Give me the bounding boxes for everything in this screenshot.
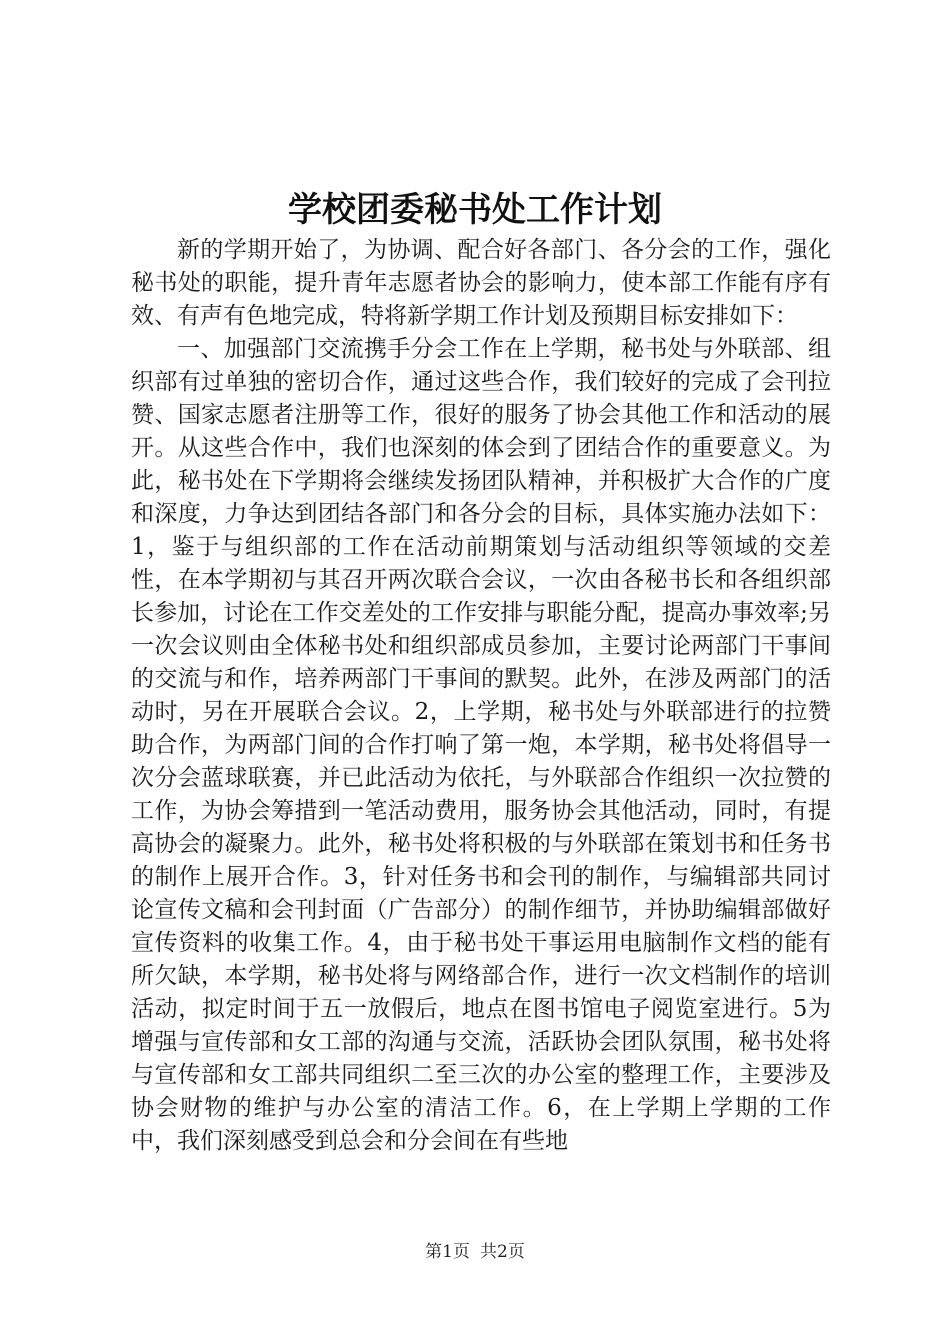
paragraph-intro: 新的学期开始了，为协调、配合好各部门、各分会的工作，强化秘书处的职能，提升青年志愿者协会的影响力，使本部工作能有序有效、有声有色地完成，特将新学期工作计划及预期目标安排如下： [131, 237, 831, 329]
document-title: 学校团委秘书处工作计划 [288, 190, 662, 230]
page-footer [0, 1240, 950, 1264]
document-body [131, 234, 831, 1158]
paragraph-section-one: 一、加强部门交流携手分会工作在上学期，秘书处与外联部、组织部有过单独的密切合作，通过这些合作，我们较好的完成了会刊拉赞、国家志愿者注册等工作，很好的服务了协会其他工作和活动的展开。从这些合作中，我们也深刻的体会到了团结合作的重要意义。为此，秘书处在下学期将会继续发扬团队精神，并积极扩大合作的广度和深度，力争达到团结各部门和各分会的目标，具体实施办法如下：1，鉴于与组织部的工作在活动前期策划与活动组织等领域的交差性，在本学期初与其召开两次联合会议，一次由各秘书长和各组织部长参加，讨论在工作交差处的工作安排与职能分配，提高办事效率;另一次会议则由全体秘书处和组织部成员参加，主要讨论两部门干事间的交流与和作，培养两部门干事间的默契。此外，在涉及两部门的活动时，另在开展联合会议。2，上学期，秘书处与外联部进行的拉赞助合作，为两部门间的合作打响了第一炮，本学期，秘书处将倡导一次分会蓝球联赛，并已此活动为依托，与外联部合作组织一次拉赞的工作，为协会筹措到一笔活动费用，服务协会其他活动，同时，有提高协会的凝聚力。此外，秘书处将积极的与外联部在策划书和任务书的制作上展开合作。3，针对任务书和会刊的制作，与编辑部共同讨论宣传文稿和会刊封面（广告部分）的制作细节，并协助编辑部做好宣传资料的收集工作。4，由于秘书处干事运用电脑制作文档的能有所欠缺，本学期，秘书处将与网络部合作，进行一次文档制作的培训活动，拟定时间于五一放假后，地点在图书馆电子阅览室进行。5为增强与宣传部和女工部的沟通与交流，活跃协会团队氛围，秘书处将与宣传部和女工部共同组织二至三次的办公室的整理工作，主要涉及协会财物的维护与办公室的清洁工作。6，在上学期上学期的工作中，我们深刻感受到总会和分会间在有些地 [131, 336, 831, 1154]
page-number: 第1页 [425, 1242, 470, 1262]
page-total: 共2页 [480, 1242, 525, 1262]
